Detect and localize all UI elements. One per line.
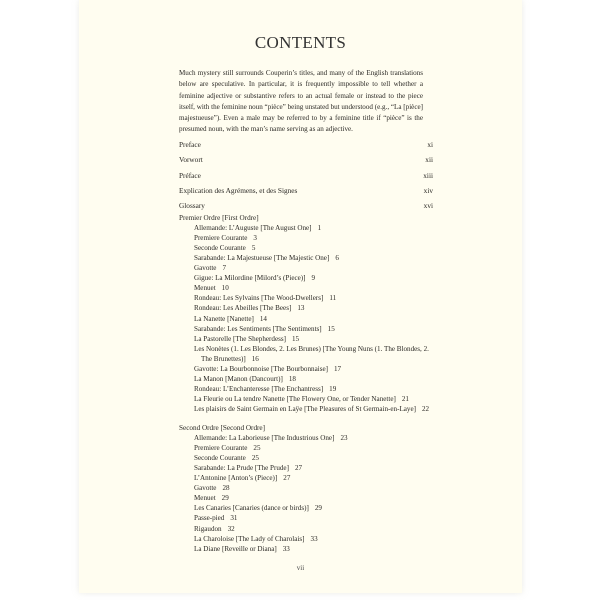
entry-page-number: 29 bbox=[314, 504, 322, 513]
entry-page-number: 31 bbox=[230, 514, 238, 523]
entry-title: Les Nonètes (1. Les Blondes, 2. Les Brunes) [The Young Nuns (1. The Blondes, 2. The Brunettes)] bbox=[194, 344, 429, 363]
toc-entry-front-matter bbox=[179, 171, 433, 186]
entry-title: Gavotte bbox=[194, 484, 217, 493]
toc-section-second-ordre bbox=[179, 423, 439, 554]
entry-page-number: xiii bbox=[423, 170, 433, 180]
entry-page-number: 5 bbox=[251, 244, 256, 253]
entry-page-number: 28 bbox=[222, 484, 230, 493]
book-page bbox=[79, 0, 522, 593]
entry-page-number: 14 bbox=[259, 314, 267, 323]
entry-page-number: 10 bbox=[221, 284, 229, 293]
entry-page-number: 27 bbox=[294, 464, 303, 473]
entry-page-number: 16 bbox=[251, 354, 259, 363]
toc-entry-front-matter bbox=[179, 140, 433, 155]
section-heading: Second Ordre [Second Ordre] bbox=[179, 424, 266, 432]
entry-title: Premiere Courante bbox=[194, 444, 248, 453]
intro-paragraph: Much mystery still surrounds Couperin’s titles, and many of the English translations below are speculative. In particular, it is frequently impossible to tell whether a feminine adjective or substantive refers to an actual female or instead to the piece itself, with the feminine noun “pièce” being unstated but understood (e.g., “La [pièce] majestueuse”). Even a male may be referred to by a feminine title if “pièce” is the presumed noun, with the man’s name serving as an adjective. bbox=[179, 69, 423, 134]
entry-page-number: 17 bbox=[333, 364, 342, 373]
entry-title: Vorwort bbox=[179, 155, 203, 165]
toc-entry bbox=[179, 293, 439, 303]
entry-page-number: 33 bbox=[310, 534, 318, 543]
entry-title: Gavotte bbox=[194, 264, 217, 273]
entry-title: Préface bbox=[179, 170, 201, 180]
entry-title: La Fleurie ou La tendre Nanette [The Flowery One, or Tender Nanette] bbox=[194, 394, 396, 403]
entry-page-number: xiv bbox=[423, 185, 433, 195]
entry-title: Seconde Courante bbox=[194, 454, 246, 463]
toc-entry bbox=[179, 283, 439, 293]
toc-entry bbox=[179, 513, 439, 523]
entry-title: Rigaudon bbox=[194, 524, 222, 533]
entry-page-number: 13 bbox=[297, 304, 305, 313]
entry-page-number: 33 bbox=[282, 544, 290, 553]
entry-page-number: 15 bbox=[292, 334, 300, 343]
entry-page-number: 25 bbox=[253, 444, 261, 453]
toc-entry bbox=[179, 314, 439, 324]
entry-page-number: 1 bbox=[317, 224, 322, 233]
entry-page-number: 27 bbox=[283, 474, 291, 483]
toc-entry bbox=[179, 324, 439, 334]
entry-page-number: 18 bbox=[288, 374, 296, 383]
entry-page-number: 19 bbox=[329, 384, 337, 393]
entry-title: Les plaisirs de Saint Germain en Laÿe [The Pleasures of St Germain-en-Laye] bbox=[194, 404, 416, 413]
toc-entry bbox=[179, 243, 439, 253]
entry-title: La Diane [Reveille or Diana] bbox=[194, 544, 277, 553]
entry-page-number: xii bbox=[425, 155, 433, 165]
toc-entry bbox=[179, 493, 439, 503]
front-matter-list bbox=[179, 140, 433, 216]
entry-title: Menuet bbox=[194, 284, 216, 293]
entry-page-number: 29 bbox=[221, 494, 229, 503]
entry-page-number: 32 bbox=[227, 524, 235, 533]
toc-entry bbox=[179, 334, 439, 344]
toc-entry bbox=[179, 463, 439, 473]
toc-entry bbox=[179, 483, 439, 493]
entry-title: Rondeau: L’Enchanteresse [The Enchantress] bbox=[194, 384, 324, 393]
toc-entry bbox=[179, 303, 439, 313]
entry-page-number: 22 bbox=[422, 404, 430, 413]
toc-entry bbox=[179, 223, 439, 233]
entry-title: Sarabande: La Majestueuse [The Majestic One] bbox=[194, 254, 330, 263]
entry-page-number: 7 bbox=[222, 264, 227, 273]
toc-entry bbox=[179, 524, 439, 534]
entry-title: Sarabande: Les Sentiments [The Sentiments] bbox=[194, 324, 322, 333]
entry-page-number: 23 bbox=[340, 434, 348, 443]
toc-entry bbox=[179, 404, 439, 414]
entry-page-number: xi bbox=[427, 140, 433, 149]
page-number: vii bbox=[296, 564, 305, 572]
toc-entry bbox=[179, 233, 439, 243]
toc-section-premier-ordre bbox=[179, 213, 439, 414]
entry-title: Passe-pied bbox=[194, 514, 225, 523]
section-heading: Premier Ordre [First Ordre] bbox=[179, 214, 259, 222]
entry-title: Preface bbox=[179, 140, 201, 149]
toc-entry bbox=[179, 384, 439, 394]
entry-title: Explication des Agrémens, et des Signes bbox=[179, 185, 298, 195]
entry-title: La Charoloise [The Lady of Charolais] bbox=[194, 534, 305, 543]
toc-entry bbox=[179, 473, 439, 483]
page-title: CONTENTS bbox=[254, 33, 347, 52]
entry-page-number: 11 bbox=[329, 294, 337, 303]
toc-entry bbox=[179, 263, 439, 273]
entry-title: Rondeau: Les Abeilles [The Bees] bbox=[194, 304, 292, 313]
entry-page-number: xvi bbox=[423, 201, 433, 211]
toc-entry bbox=[179, 534, 439, 544]
toc-entry bbox=[179, 433, 439, 443]
entry-title: La Manon [Manon (Dancourt)] bbox=[194, 374, 283, 383]
entry-page-number: 9 bbox=[311, 274, 316, 283]
toc-entry bbox=[179, 394, 439, 404]
entry-title: L’Antonine [Anton’s (Piece)] bbox=[194, 474, 278, 483]
entry-page-number: 6 bbox=[335, 254, 339, 263]
entry-page-number: 21 bbox=[401, 394, 409, 403]
toc-entry bbox=[179, 443, 439, 453]
entry-title: Sarabande: La Prude [The Prude] bbox=[194, 464, 289, 473]
entry-title: Les Canaries [Canaries (dance or birds)] bbox=[194, 504, 309, 513]
toc-entry bbox=[179, 344, 439, 364]
toc-entry-front-matter bbox=[179, 155, 433, 170]
entry-title: La Pastorelle [The Shepherdess] bbox=[194, 334, 286, 343]
entry-title: Allemande: L’Auguste [The August One] bbox=[194, 224, 312, 233]
toc-entry bbox=[179, 273, 439, 283]
entry-title: Seconde Courante bbox=[194, 244, 246, 253]
entry-title: Rondeau: Les Sylvains [The Wood-Dwellers] bbox=[194, 294, 324, 303]
entry-title: La Nanette [Nanette] bbox=[194, 314, 254, 323]
entry-page-number: 3 bbox=[253, 234, 257, 243]
entry-page-number: 15 bbox=[327, 324, 335, 333]
toc-entry bbox=[179, 544, 439, 554]
entry-page-number: 25 bbox=[251, 454, 259, 463]
toc-entry bbox=[179, 453, 439, 463]
entry-title: Allemande: La Laborieuse [The Industrious One] bbox=[194, 434, 335, 443]
entry-title: Glossary bbox=[179, 201, 205, 211]
toc-entry-front-matter bbox=[179, 186, 433, 201]
entry-title: Gavotte: La Bourbonnoise [The Bourbonnaise] bbox=[194, 364, 328, 373]
toc-entry bbox=[179, 253, 439, 263]
entry-title: Menuet bbox=[194, 494, 216, 503]
entry-title: Premiere Courante bbox=[194, 234, 248, 243]
toc-entry bbox=[179, 364, 439, 374]
toc-entry bbox=[179, 374, 439, 384]
entry-title: Gigue: La Milordine [Milord’s (Piece)] bbox=[194, 274, 306, 283]
toc-entry bbox=[179, 503, 439, 513]
